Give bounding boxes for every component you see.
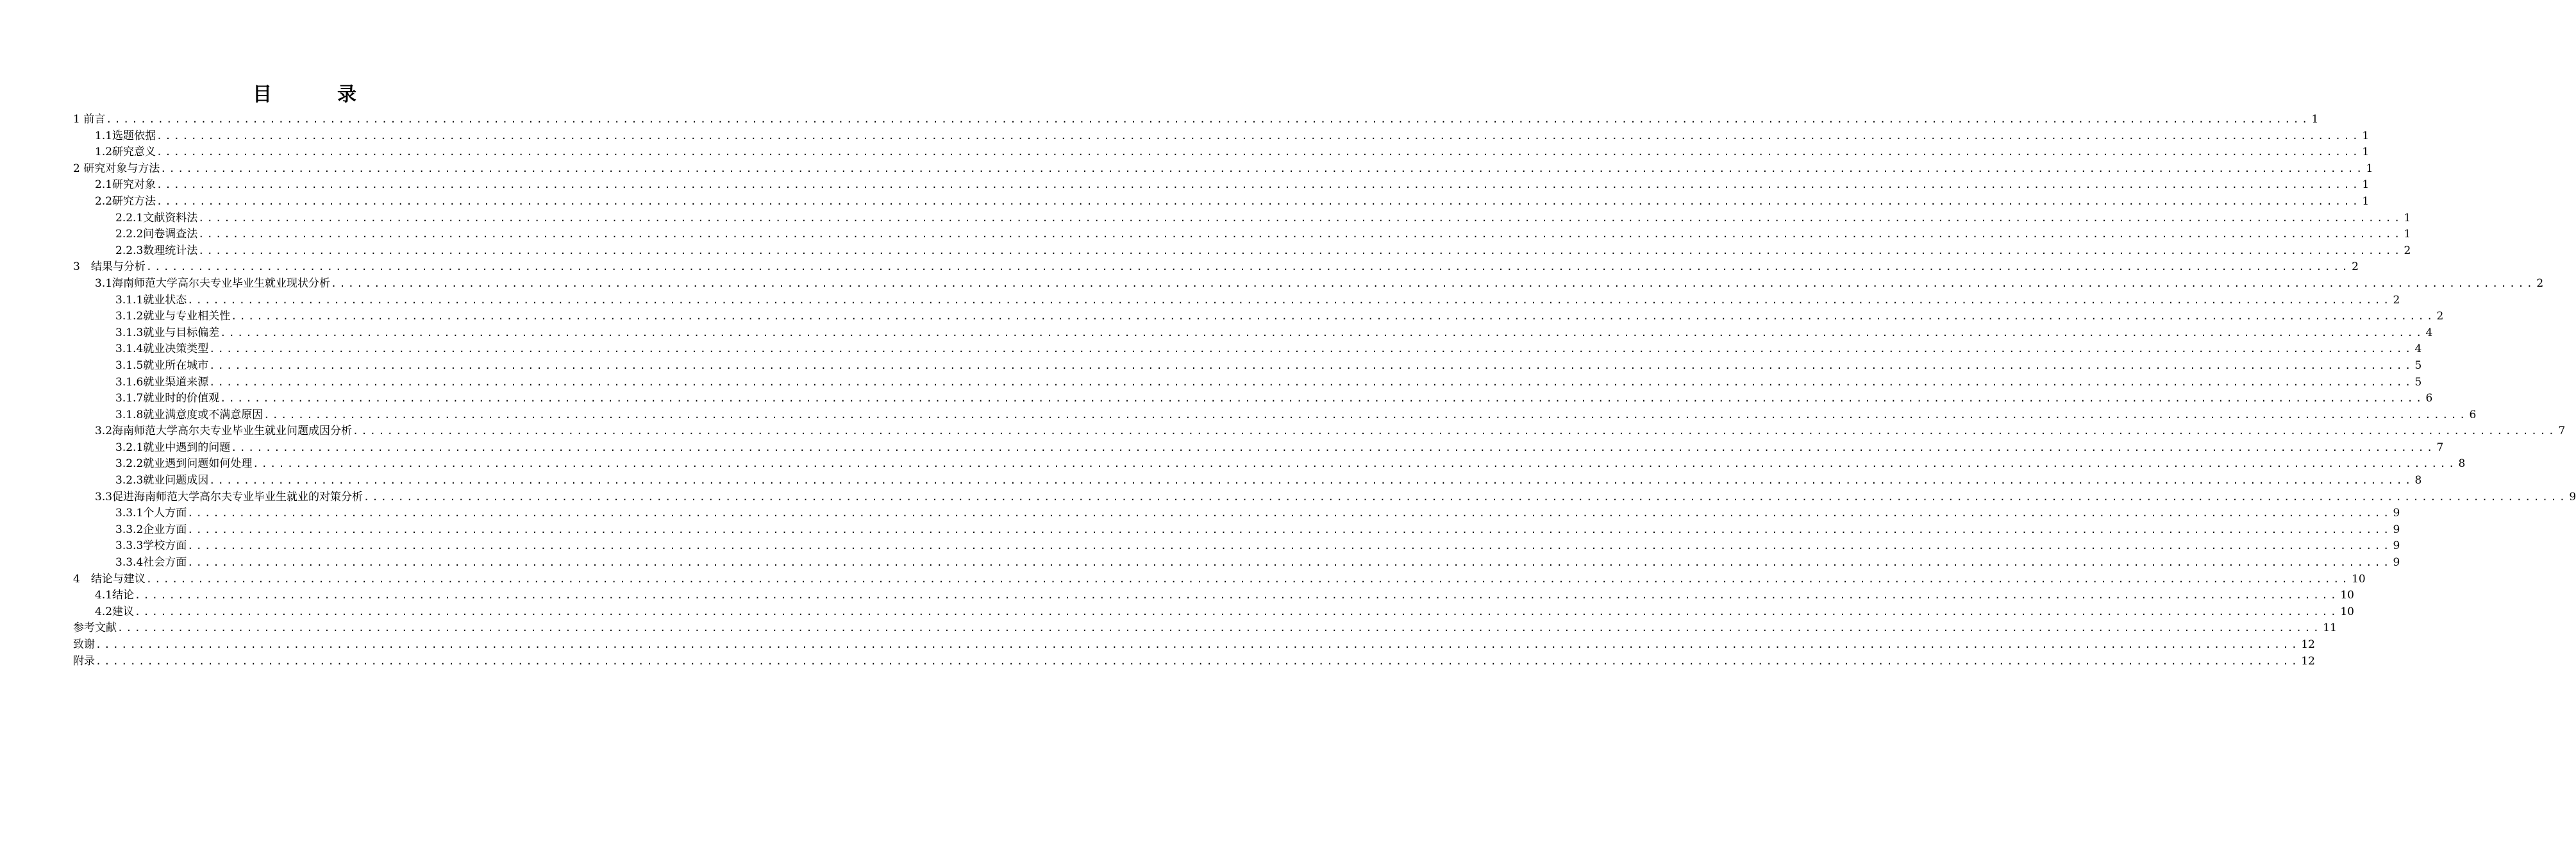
dot-leader: ................................................................................................................................................................................................................................................................ — [106, 114, 2311, 125]
toc-entry[interactable] — [73, 226, 2411, 243]
toc-entry-label: 1.1选题依据 — [95, 129, 156, 142]
toc-entry-label: 3.3.3学校方面 — [115, 539, 187, 553]
toc-entry-label: 1 前言 — [73, 113, 106, 126]
toc-entry-label: 3.3.2企业方面 — [115, 523, 187, 536]
toc-entry-label: 致谢 — [73, 638, 95, 651]
toc-entry[interactable] — [73, 538, 2400, 555]
toc-entry-page: 9 — [2393, 507, 2400, 520]
toc-entry-page: 1 — [2362, 194, 2370, 208]
toc-entry-page: 4 — [2414, 342, 2422, 356]
toc-entry-page: 9 — [2393, 523, 2400, 536]
toc-entry-label: 3.1.6就业渠道来源 — [115, 375, 209, 389]
dot-leader: ................................................................................................................................................................................................................................................................ — [231, 310, 2436, 323]
dot-leader: ................................................................................................................................................................................................................................................................ — [187, 557, 2392, 569]
toc-entry-label: 3.3.1个人方面 — [115, 507, 187, 520]
toc-entry[interactable] — [73, 505, 2400, 522]
toc-entry-label: 4.1结论 — [95, 589, 135, 602]
toc-entry-page: 10 — [2352, 572, 2366, 586]
toc-entry-page: 2 — [2352, 260, 2359, 274]
toc-entry-label: 2.2研究方法 — [95, 194, 156, 208]
toc-entry-page: 6 — [2425, 392, 2433, 405]
toc-entry-page: 1 — [2362, 178, 2370, 192]
dot-leader: ................................................................................................................................................................................................................................................................ — [220, 393, 2425, 405]
toc-entry[interactable] — [73, 555, 2400, 571]
dot-leader: ................................................................................................................................................................................................................................................................ — [209, 475, 2414, 487]
toc-entry-page: 8 — [2414, 474, 2422, 487]
toc-entry-label: 附录 — [73, 654, 95, 668]
dot-leader: ................................................................................................................................................................................................................................................................ — [253, 458, 2457, 470]
toc-entry[interactable] — [73, 375, 2422, 391]
dot-leader: ................................................................................................................................................................................................................................................................ — [331, 277, 2536, 289]
toc-entry[interactable] — [73, 407, 2477, 424]
dot-leader: ................................................................................................................................................................................................................................................................ — [198, 228, 2403, 241]
dot-leader: ................................................................................................................................................................................................................................................................ — [198, 212, 2403, 224]
toc-entry-page: 2 — [2404, 244, 2411, 257]
toc-entry-page: 1 — [2362, 129, 2370, 142]
toc-entry[interactable] — [73, 440, 2444, 457]
dot-leader: ................................................................................................................................................................................................................................................................ — [146, 261, 2351, 273]
toc-entry[interactable] — [73, 571, 2366, 588]
dot-leader: ................................................................................................................................................................................................................................................................ — [231, 441, 2436, 453]
toc-entry-page: 12 — [2301, 654, 2315, 668]
toc-entry-label: 参考文献 — [73, 621, 117, 635]
toc-entry-page: 10 — [2340, 589, 2354, 602]
toc-entry-label: 3.1.4就业决策类型 — [115, 342, 209, 356]
toc-entry[interactable] — [73, 358, 2422, 375]
toc-entry-label: 2.2.3数理统计法 — [115, 244, 198, 257]
toc-entry-label: 3.1.7就业时的价值观 — [115, 392, 220, 405]
toc-entry-label: 2 研究对象与方法 — [73, 162, 160, 175]
toc-entry-label: 3.3.4社会方面 — [115, 556, 187, 570]
dot-leader: ................................................................................................................................................................................................................................................................ — [96, 655, 2300, 667]
toc-entry[interactable] — [73, 456, 2466, 473]
table-of-contents — [73, 112, 2576, 670]
toc-entry-label: 3.1.1就业状态 — [115, 293, 187, 307]
toc-entry-page: 1 — [2404, 228, 2411, 241]
toc-entry-page: 5 — [2414, 375, 2422, 389]
dot-leader: ................................................................................................................................................................................................................................................................ — [187, 507, 2392, 520]
toc-entry[interactable] — [73, 473, 2422, 489]
toc-entry-label: 2.1研究对象 — [95, 178, 156, 192]
toc-entry-page: 6 — [2469, 408, 2477, 421]
toc-entry[interactable] — [73, 587, 2354, 604]
dot-leader: ................................................................................................................................................................................................................................................................ — [135, 605, 2339, 618]
toc-entry-page: 1 — [2366, 162, 2373, 175]
dot-leader: ................................................................................................................................................................................................................................................................ — [209, 359, 2414, 371]
toc-entry[interactable] — [73, 144, 2370, 161]
dot-leader: ................................................................................................................................................................................................................................................................ — [198, 244, 2403, 257]
toc-entry[interactable] — [73, 177, 2370, 194]
toc-entry-label: 3.1.8就业满意度或不满意原因 — [115, 408, 263, 421]
dot-leader: ................................................................................................................................................................................................................................................................ — [146, 573, 2351, 585]
toc-entry-page: 2 — [2393, 293, 2400, 307]
toc-entry[interactable] — [73, 489, 2576, 506]
toc-entry-page: 12 — [2301, 638, 2315, 651]
dot-leader: ................................................................................................................................................................................................................................................................ — [156, 146, 2361, 158]
dot-leader: ................................................................................................................................................................................................................................................................ — [117, 622, 2322, 634]
toc-entry[interactable] — [73, 292, 2400, 309]
dot-leader: ................................................................................................................................................................................................................................................................ — [187, 540, 2392, 552]
dot-leader: ................................................................................................................................................................................................................................................................ — [209, 376, 2414, 388]
toc-entry-page: 1 — [2404, 211, 2411, 224]
toc-entry-label: 3.1.3就业与目标偏差 — [115, 326, 220, 339]
toc-entry-label: 4.2建议 — [95, 605, 135, 618]
dot-leader: ................................................................................................................................................................................................................................................................ — [160, 162, 2365, 174]
dot-leader: ................................................................................................................................................................................................................................................................ — [135, 589, 2339, 602]
toc-entry[interactable] — [73, 522, 2400, 539]
toc-entry-label: 2.2.2问卷调查法 — [115, 228, 198, 241]
toc-entry-label: 1.2研究意义 — [95, 146, 156, 159]
dot-leader: ................................................................................................................................................................................................................................................................ — [156, 195, 2361, 207]
toc-entry[interactable] — [73, 161, 2373, 178]
toc-entry[interactable] — [73, 620, 2337, 637]
dot-leader: ................................................................................................................................................................................................................................................................ — [364, 491, 2568, 503]
dot-leader: ................................................................................................................................................................................................................................................................ — [156, 130, 2361, 142]
toc-entry-page: 10 — [2340, 605, 2354, 618]
toc-entry[interactable] — [73, 637, 2315, 654]
toc-entry-page: 9 — [2393, 539, 2400, 553]
toc-entry-page: 11 — [2323, 621, 2337, 635]
page-title: 目 录 — [253, 83, 380, 106]
toc-entry-label: 4 结论与建议 — [73, 572, 146, 586]
toc-entry-page: 1 — [2362, 146, 2370, 159]
dot-leader: ................................................................................................................................................................................................................................................................ — [96, 639, 2300, 650]
toc-entry-label: 3.2.1就业中遇到的问题 — [115, 441, 231, 454]
toc-entry[interactable] — [73, 391, 2433, 407]
toc-entry-label: 3.3促进海南师范大学高尔夫专业毕业生就业的对策分析 — [95, 490, 364, 503]
toc-entry-page: 7 — [2436, 441, 2444, 454]
toc-entry[interactable] — [73, 210, 2411, 227]
toc-entry[interactable] — [73, 654, 2315, 670]
dot-leader: ................................................................................................................................................................................................................................................................ — [209, 343, 2414, 355]
toc-entry[interactable] — [73, 243, 2411, 260]
toc-entry[interactable] — [73, 423, 2566, 440]
toc-entry-page: 4 — [2425, 326, 2433, 339]
toc-entry-label: 3 结果与分析 — [73, 260, 146, 274]
toc-entry-page: 2 — [2536, 276, 2544, 290]
toc-entry-label: 2.2.1文献资料法 — [115, 211, 198, 224]
dot-leader: ................................................................................................................................................................................................................................................................ — [187, 294, 2392, 306]
toc-entry-label: 3.2.2就业遇到问题如何处理 — [115, 457, 253, 471]
toc-entry[interactable] — [73, 325, 2433, 342]
toc-entry[interactable] — [73, 341, 2422, 358]
toc-entry-label: 3.1.2就业与专业相关性 — [115, 310, 231, 323]
toc-entry-page: 9 — [2569, 490, 2576, 503]
toc-entry-label: 3.2.3就业问题成因 — [115, 474, 209, 487]
toc-entry-label: 3.2海南师范大学高尔夫专业毕业生就业问题成因分析 — [95, 425, 353, 438]
toc-entry-label: 3.1.5就业所在城市 — [115, 359, 209, 372]
toc-entry[interactable] — [73, 128, 2370, 145]
toc-entry[interactable] — [73, 308, 2444, 325]
toc-entry-label: 3.1海南师范大学高尔夫专业毕业生就业现状分析 — [95, 276, 331, 290]
toc-entry[interactable] — [73, 194, 2370, 210]
toc-entry[interactable] — [73, 259, 2359, 276]
toc-entry[interactable] — [73, 112, 2319, 128]
toc-entry[interactable] — [73, 604, 2354, 621]
dot-leader: ................................................................................................................................................................................................................................................................ — [187, 523, 2392, 536]
toc-entry[interactable] — [73, 276, 2544, 292]
dot-leader: ................................................................................................................................................................................................................................................................ — [156, 179, 2361, 191]
toc-entry-page: 9 — [2393, 556, 2400, 570]
dot-leader: ................................................................................................................................................................................................................................................................ — [220, 326, 2425, 339]
toc-entry-page: 2 — [2436, 310, 2444, 323]
dot-leader: ................................................................................................................................................................................................................................................................ — [263, 409, 2468, 421]
toc-entry-page: 7 — [2558, 425, 2566, 438]
dot-leader: ................................................................................................................................................................................................................................................................ — [353, 425, 2557, 437]
toc-entry-page: 1 — [2311, 113, 2319, 126]
toc-entry-page: 5 — [2414, 359, 2422, 372]
toc-entry-page: 8 — [2458, 457, 2466, 471]
